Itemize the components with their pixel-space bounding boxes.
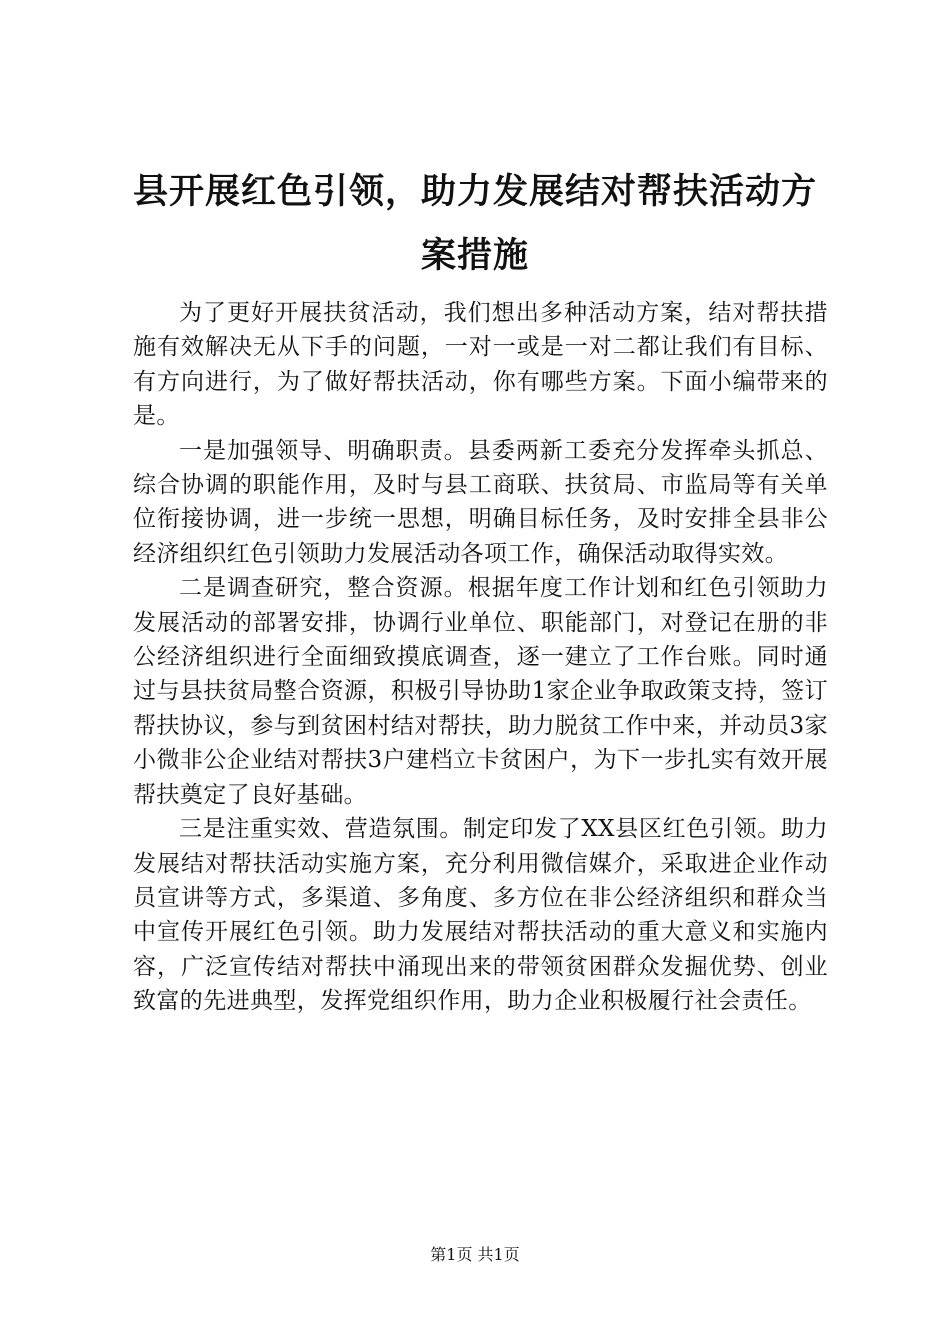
document-title: 县开展红色引领，助力发展结对帮扶活动方案措施	[132, 171, 817, 276]
paragraph-research: 二是调查研究，整合资源。根据年度工作计划和红色引领助力发展活动的部署安排，协调行业单位、职能部门，对登记在册的非公经济组织进行全面细致摸底调查，逐一建立了工作台账。同时通过与县扶贫局整合资源，积极引导协助1家企业争取政策支持，签订帮扶协议，参与到贫困村结对帮扶，助力脱贫工作中来，并动员3家小微非公企业结对帮扶3户建档立卡贫困户，为下一步扎实有效开展帮扶奠定了良好基础。	[133, 575, 828, 808]
paragraph-effectiveness: 三是注重实效、营造氛围。制定印发了XX县区红色引领。助力发展结对帮扶活动实施方案，充分利用微信媒介，采取进企业作动员宣讲等方式，多渠道、多角度、多方位在非公经济组织和群众当中宣传开展红色引领。助力发展结对帮扶活动的重大意义和实施内容，广泛宣传结对帮扶中涌现出来的带领贫困群众发掘优势、创业致富的先进典型，发挥党组织作用，助力企业积极履行社会责任。	[133, 816, 828, 1015]
page-number-footer: 第1页 共1页	[430, 1245, 520, 1264]
paragraph-leadership: 一是加强领导、明确职责。县委两新工委充分发挥牵头抓总、综合协调的职能作用，及时与县工商联、扶贫局、市监局等有关单位衔接协调，进一步统一思想，明确目标任务，及时安排全县非公经济组织红色引领助力发展活动各项工作，确保活动取得实效。	[133, 437, 828, 567]
intro-paragraph: 为了更好开展扶贫活动，我们想出多种活动方案，结对帮扶措施有效解决无从下手的问题，一对一或是一对二都让我们有目标、有方向进行，为了做好帮扶活动，你有哪些方案。下面小编带来的是。	[133, 300, 828, 430]
document-body	[133, 296, 828, 1019]
